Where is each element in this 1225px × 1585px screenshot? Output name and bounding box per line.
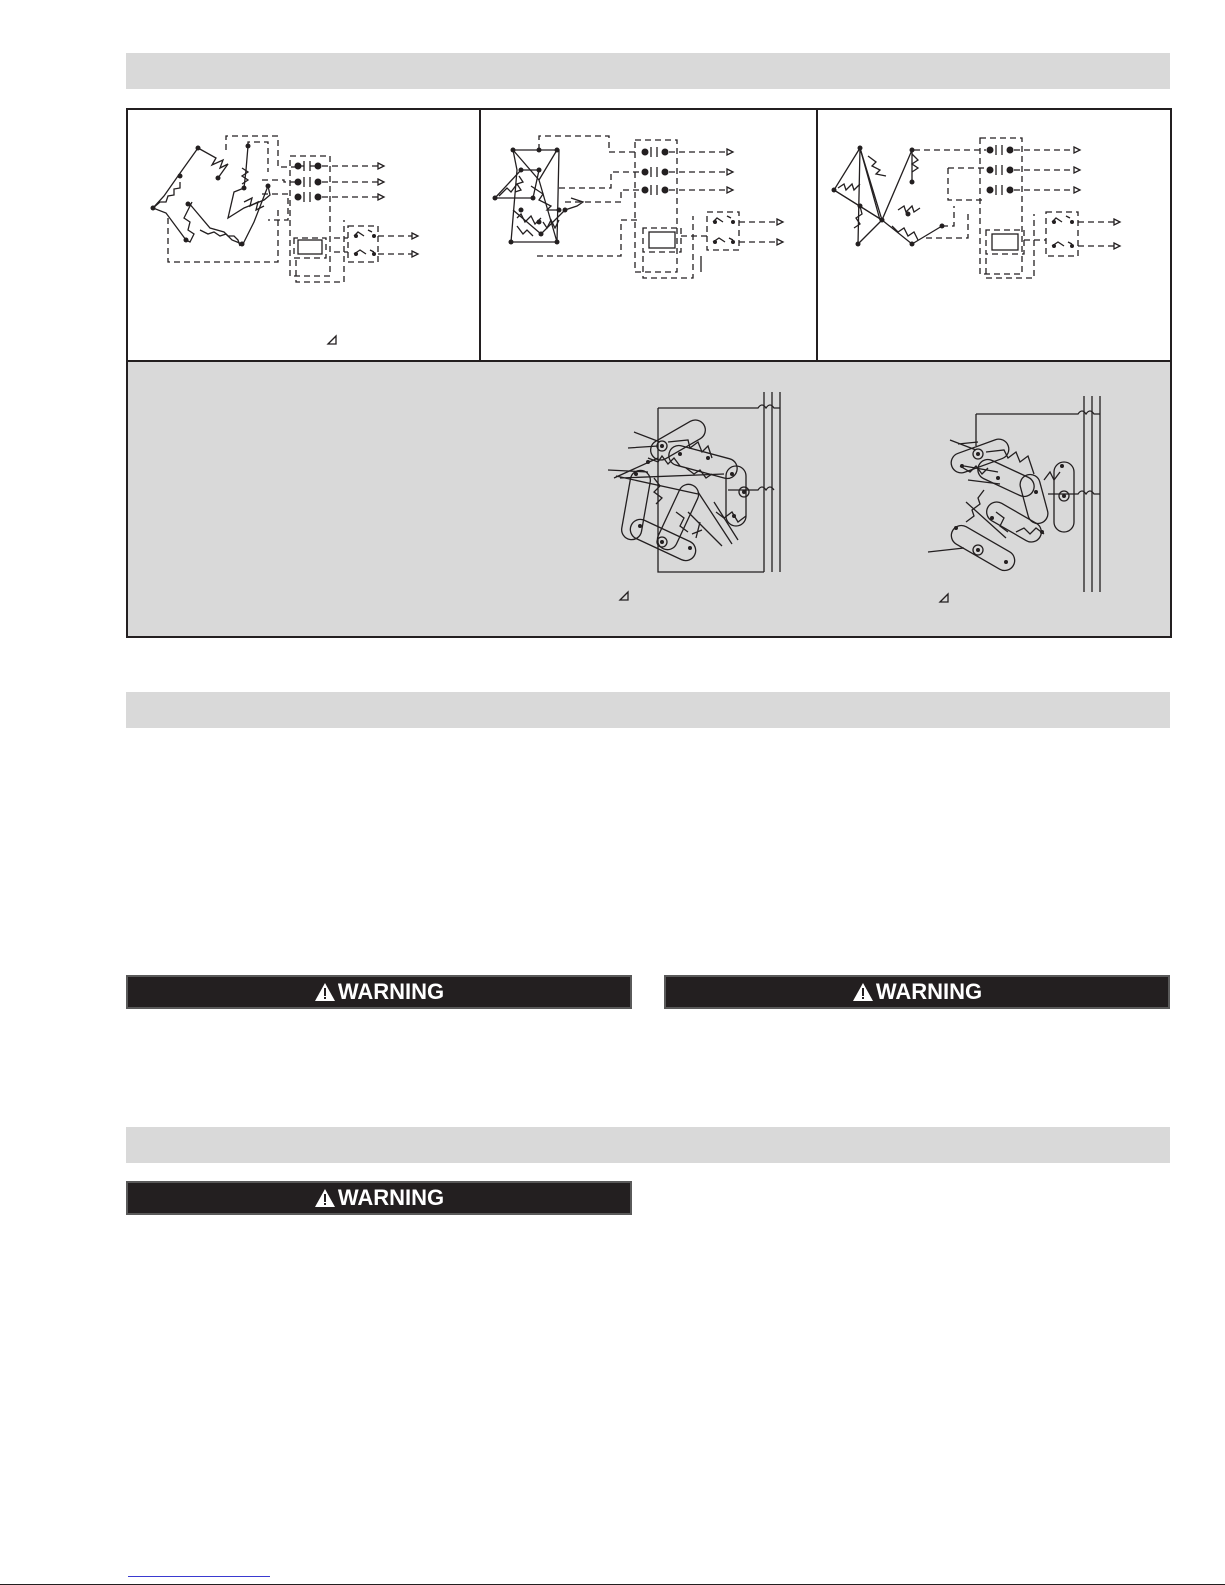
- terminal-board-diagram-right: [928, 396, 1100, 602]
- wiring-diagram-1: [128, 110, 478, 360]
- warning-banner-left: [126, 975, 632, 1009]
- warning-triangle-icon: [852, 982, 874, 1002]
- warning-triangle-icon: [314, 982, 336, 1002]
- section-header-band-1: [126, 53, 1170, 89]
- wiring-diagram-frame: [126, 108, 1172, 638]
- wiring-diagram-3: [818, 110, 1170, 360]
- warning-banner-right: [664, 975, 1170, 1009]
- section-header-band-2: [126, 692, 1170, 728]
- section-header-band-3: [126, 1127, 1170, 1163]
- warning-label: WARNING: [875, 979, 983, 1004]
- warning-banner-bottom: [126, 1181, 632, 1215]
- warning-triangle-icon: [314, 1188, 336, 1208]
- terminal-board-diagram-left: [608, 392, 780, 600]
- footer-link-underline[interactable]: [128, 1576, 270, 1577]
- warning-label: WARNING: [337, 1185, 445, 1210]
- wiring-diagram-2: [481, 110, 815, 360]
- terminal-board-panel: [128, 362, 1170, 636]
- warning-label: WARNING: [337, 979, 445, 1004]
